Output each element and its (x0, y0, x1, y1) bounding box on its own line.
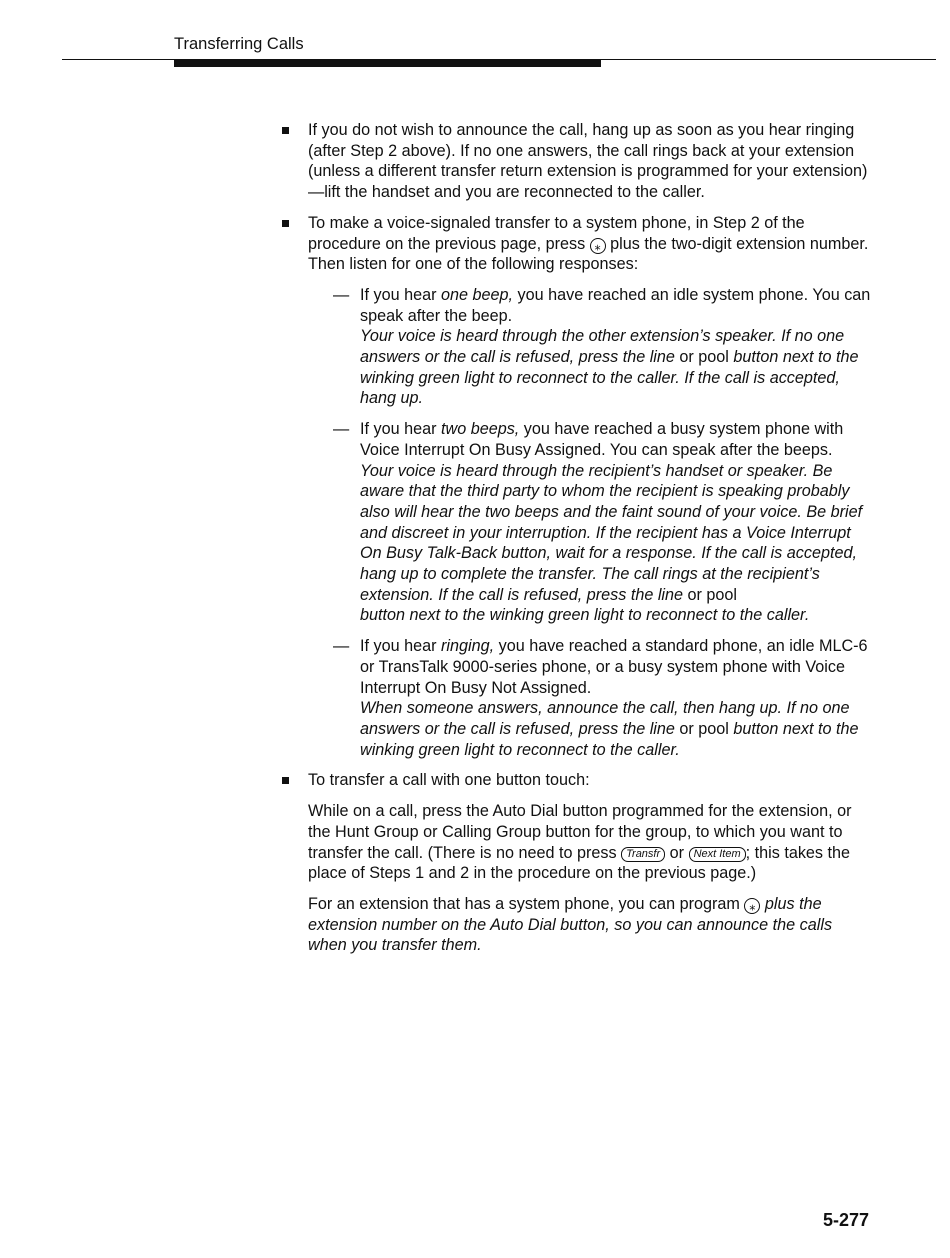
bullet-text-part2: plus the two-digit extension number. Then listen for one of the following responses: (308, 234, 869, 274)
text: or pool (679, 719, 729, 738)
bullet-voice-signaled-transfer (308, 213, 874, 761)
response-two-beeps (333, 419, 874, 626)
square-bullet-icon (282, 220, 289, 227)
note-italic: When someone answers, announce the call, then hang up. If no one answers or the call is refused, press the line (360, 699, 850, 738)
next-item-key-icon: Next Item (689, 847, 746, 862)
star-key-icon: ⁎ (744, 898, 760, 914)
bullet-no-announce (308, 120, 874, 203)
square-bullet-icon (282, 127, 289, 134)
note-italic: Your voice is heard through the recipient’s handset or speaker. Be aware that the third party to whom the recipient is speaking probably also will hear the two beeps and the faint sound of your voice. Be brief and discreet in your interruption. If the recipient has a Voice Interrupt On Busy Talk-Back button, wait for a response. If the call is accepted, hang up to complete the transfer. The call rings at the recipient’s extension. If the call is refused, press the line (360, 461, 863, 604)
running-header: Transferring Calls (174, 35, 304, 53)
text: you have reached a standard phone, an idle MLC-6 or TransTalk 9000-series phone, or a busy system phone with Voice Interrupt On Busy Not Assigned. (360, 637, 868, 697)
text: or pool (679, 348, 729, 367)
emphasis: two beeps, (441, 420, 520, 439)
note-italic: button next to the winking green light to reconnect to the caller. (360, 606, 810, 625)
emphasis: one beep, (441, 285, 514, 304)
emphasis: ringing, (441, 637, 495, 656)
transfr-key-icon: Transfr (621, 847, 665, 862)
page-number: 5-277 (822, 1210, 869, 1230)
text: While on a call, press the Auto Dial button programmed for the extension, or the Hunt Group or Calling Group button for the group, to which you want to transfer the call. (There is no need to press (308, 802, 852, 862)
response-one-beep (333, 285, 874, 409)
em-dash-marker: — (333, 420, 350, 439)
response-ringing (333, 636, 874, 760)
note-italic: Your voice is heard through the other extension’s speaker. If no one answers or the call is refused, press the line (360, 327, 845, 367)
text: If you hear (360, 285, 437, 304)
note-italic: button next to the winking green light to reconnect to the caller. If the call is accepted, hang up. (360, 348, 859, 408)
star-key-icon: ⁎ (590, 238, 606, 254)
bullet-one-button-transfer (308, 770, 874, 956)
auto-dial-paragraph (308, 801, 874, 884)
bullet-text: If you do not wish to announce the call, hang up as soon as you hear ringing (after Step 2 above). If no one answers, the call rings back at your extension (unless a different transfer return extension is programmed for your extension)—lift the handset and you are reconnected to the caller. (308, 121, 868, 202)
page-body (308, 120, 874, 966)
text: If you hear (360, 420, 437, 439)
header-thick-rule (174, 59, 601, 67)
text: or pool (687, 585, 738, 604)
text: you have reached a busy system phone with Voice Interrupt On Busy Assigned. You can speak after the beeps. (360, 420, 844, 459)
text: ; this takes the place of Steps 1 and 2 in the procedure on the previous page.) (308, 843, 851, 883)
note-italic: button next to the winking green light to reconnect to the caller. (360, 719, 859, 759)
bullet-text: To transfer a call with one button touch: (308, 771, 590, 790)
text: you have reached an idle system phone. You can speak after the beep. (360, 285, 871, 325)
text: or (669, 843, 685, 862)
note-italic: plus the extension number on the Auto Dial button, so you can announce the calls when you transfer them. (308, 894, 833, 955)
em-dash-marker: — (333, 637, 350, 656)
text: For an extension that has a system phone, you can program (308, 894, 740, 913)
square-bullet-icon (282, 777, 289, 784)
em-dash-marker: — (333, 285, 350, 304)
program-star-paragraph (308, 894, 874, 956)
bullet-text-part1: To make a voice-signaled transfer to a system phone, in Step 2 of the procedure on the previous page, press (308, 213, 805, 253)
text: If you hear (360, 637, 437, 656)
